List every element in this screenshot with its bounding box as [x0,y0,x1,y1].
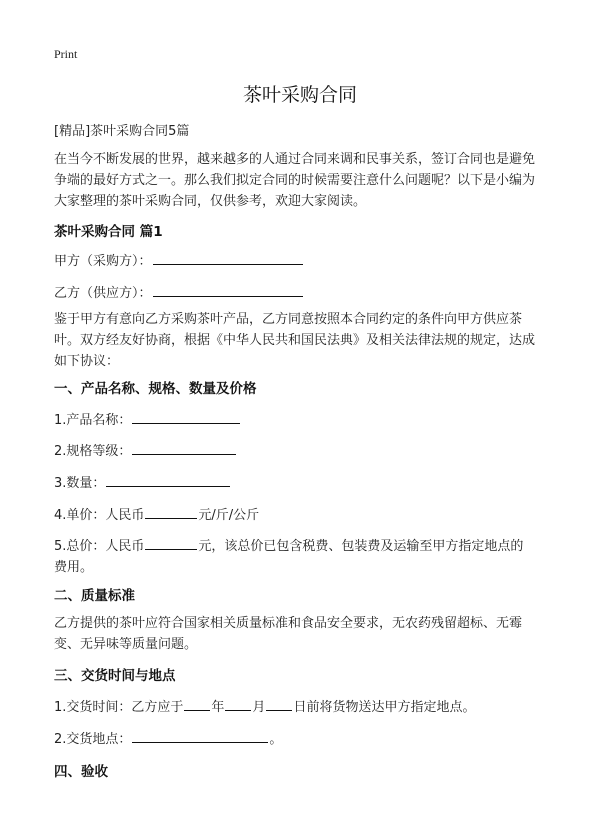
delivery-place-blank [132,728,268,743]
delivery-month-label: 月 [252,700,266,715]
document-title: 茶叶采购合同 [242,84,357,106]
section1-heading: 一、产品名称、规格、数量及价格 [54,381,257,397]
qty-label: 3.数量： [54,476,106,491]
delivery-time-label: 1.交货时间：乙方应于 [54,700,184,715]
total-price-label: 5.总价：人民币 [54,539,145,554]
section4-heading: 四、验收 [54,764,108,780]
quality-paragraph: 乙方提供的茶叶应符合国家相关质量标准和食品安全要求，无农药残留超标、无霉变、无异味等质量问题。 [54,616,523,652]
delivery-day-blank [266,696,292,711]
print-label[interactable]: Print [54,47,78,61]
delivery-place-label: 2.交货地点： [54,732,132,747]
total-price-line-cont: 费用。 [54,560,94,575]
qty-line [54,472,231,491]
qty-blank [106,472,230,487]
party-b-blank [153,282,303,297]
delivery-place-line [54,728,282,747]
product-name-line [54,409,241,428]
unit-price-label: 4.单价：人民币 [54,508,145,523]
unit-price-unit: 元/斤/公斤 [198,508,260,523]
delivery-month-blank [225,696,251,711]
document-subtitle: [精品]茶叶采购合同5篇 [54,124,190,139]
section3-heading: 三、交货时间与地点 [54,668,176,684]
preamble-paragraph: 鉴于甲方有意向乙方采购茶叶产品，乙方同意按照本合同约定的条件向甲方供应茶叶。双方经友好协商，根据《中华人民共和国民法典》及相关法律法规的规定，达成如下协议： [54,312,536,369]
party-b-line [54,282,304,301]
delivery-year-label: 年 [211,700,225,715]
party-a-line [54,250,304,269]
party-a-blank [153,250,303,265]
spec-label: 2.规格等级： [54,444,132,459]
delivery-time-rest: 日前将货物送达甲方指定地点。 [293,700,476,715]
product-name-blank [132,409,240,424]
unit-price-line [54,504,259,523]
party-b-label: 乙方（供应方）： [54,286,152,301]
article-title: 茶叶采购合同 篇1 [54,224,163,240]
total-price-desc: 元，该总价已包含税费、包装费及运输至甲方指定地点的 [198,539,524,554]
total-price-line [54,535,523,554]
product-name-label: 1.产品名称： [54,413,132,428]
intro-paragraph: 在当今不断发展的世界，越来越多的人通过合同来调和民事关系，签订合同也是避免争端的最好方式之一。那么我们拟定合同的时候需要注意什么问题呢？以下是小编为大家整理的茶叶采购合同，仅供参考，欢迎大家阅读。 [54,152,536,209]
total-price-blank [145,535,197,550]
section2-heading: 二、质量标准 [54,588,135,604]
delivery-year-blank [184,696,210,711]
unit-price-blank [145,504,197,519]
delivery-time-line [54,696,475,715]
delivery-place-end: 。 [269,732,283,747]
spec-line [54,440,237,459]
spec-blank [132,440,236,455]
party-a-label: 甲方（采购方）： [54,254,152,269]
